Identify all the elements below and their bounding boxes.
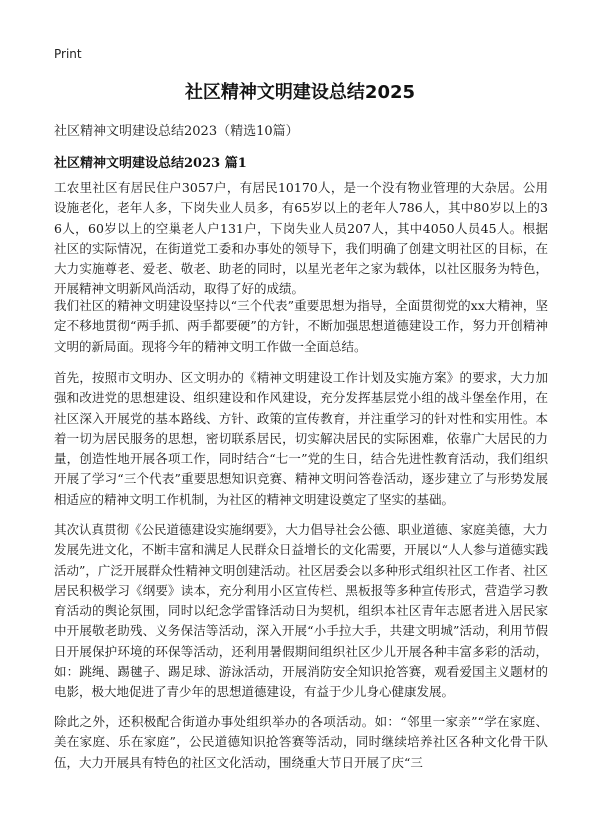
- print-link[interactable]: Print: [54, 47, 82, 61]
- document-subtitle: 社区精神文明建设总结2023（精选10篇）: [54, 124, 299, 139]
- paragraph: 我们社区的精神文明建设坚持以“三个代表”重要思想为指导，全面贯彻党的xx大精神，坚定不移地贯彻“两手抓、两手都要硬”的方针，不断加强思想道德建设工作，努力开创精神文明的新局面。现将今年的精神文明工作做一全面总结。: [54, 298, 548, 354]
- section-heading: 社区精神文明建设总结2023 篇1: [54, 156, 247, 171]
- paragraph: 除此之外，还积极配合街道办事处组织举办的各项活动。如：“邻里一家亲”“学在家庭、美在家庭、乐在家庭”，公民道德知识抢答赛等活动，同时继续培养社区各种文化骨干队伍，大力开展具有特色的社区文化活动，围绕重大节日开展了庆“三: [54, 714, 548, 770]
- paragraph: 其次认真贯彻《公民道德建设实施纲要》，大力倡导社会公德、职业道德、家庭美德，大力发展先进文化，不断丰富和满足人民群众日益增长的文化需要，开展以“人人参与道德实践活动”，广泛开展群众性精神文明创建活动。社区居委会以多种形式组织社区工作者、社区居民积极学习《纲要》读本，充分利用小区宣传栏、黑板报等多种宣传形式，营造学习教育活动的舆论氛围，同时以纪念学雷锋活动日为契机，组织本社区青年志愿者进入居民家中开展敬老助残、义务保洁等活动，深入开展“小手拉大手，共建文明城”活动，利用节假日开展保护环境的环保等活动，还利用暑假期间组织社区少儿开展各种丰富多彩的活动，如：跳绳、踢毽子、踢足球、游泳活动，开展消防安全知识抢答赛，观看爱国主义题材的电影，极大地促进了青少年的思想道德建设，有益于少儿身心健康发展。: [54, 522, 548, 700]
- paragraph: 工农里社区有居民住户3057户，有居民10170人，是一个没有物业管理的大杂居。公用设施老化，老年人多，下岗失业人员多，有65岁以上的老年人786人，其中80岁以上的36人，60岁以上的空巢老人户131户，下岗失业人员207人，其中4050人员45人。根据社区的实际情况，在街道党工委和办事处的领导下，我们明确了创建文明社区的目标，在大力实施尊老、爱老、敬老、助老的同时，以星光老年之家为载体，以社区服务为特色，开展精神文明新风尚活动，取得了好的成绩。: [54, 180, 548, 297]
- paragraph: 首先，按照市文明办、区文明办的《精神文明建设工作计划及实施方案》的要求，大力加强和改进党的思想建设、组织建设和作风建设，充分发挥基层党小组的战斗堡垒作用，在社区深入开展党的基本路线、方针、政策的宣传教育，并注重学习的针对性和实用性。本着一切为居民服务的思想，密切联系居民，切实解决居民的实际困难，依靠广大居民的力量，创造性地开展各项工作，同时结合“七一”党的生日，结合先进性教育活动，我们组织开展了学习“三个代表”重要思想知识竞赛、精神文明问答卷活动，逐步建立了与形势发展相适应的精神文明工作机制，为社区的精神文明建设奠定了坚实的基础。: [54, 370, 548, 507]
- page-title: 社区精神文明建设总结2025: [184, 82, 416, 103]
